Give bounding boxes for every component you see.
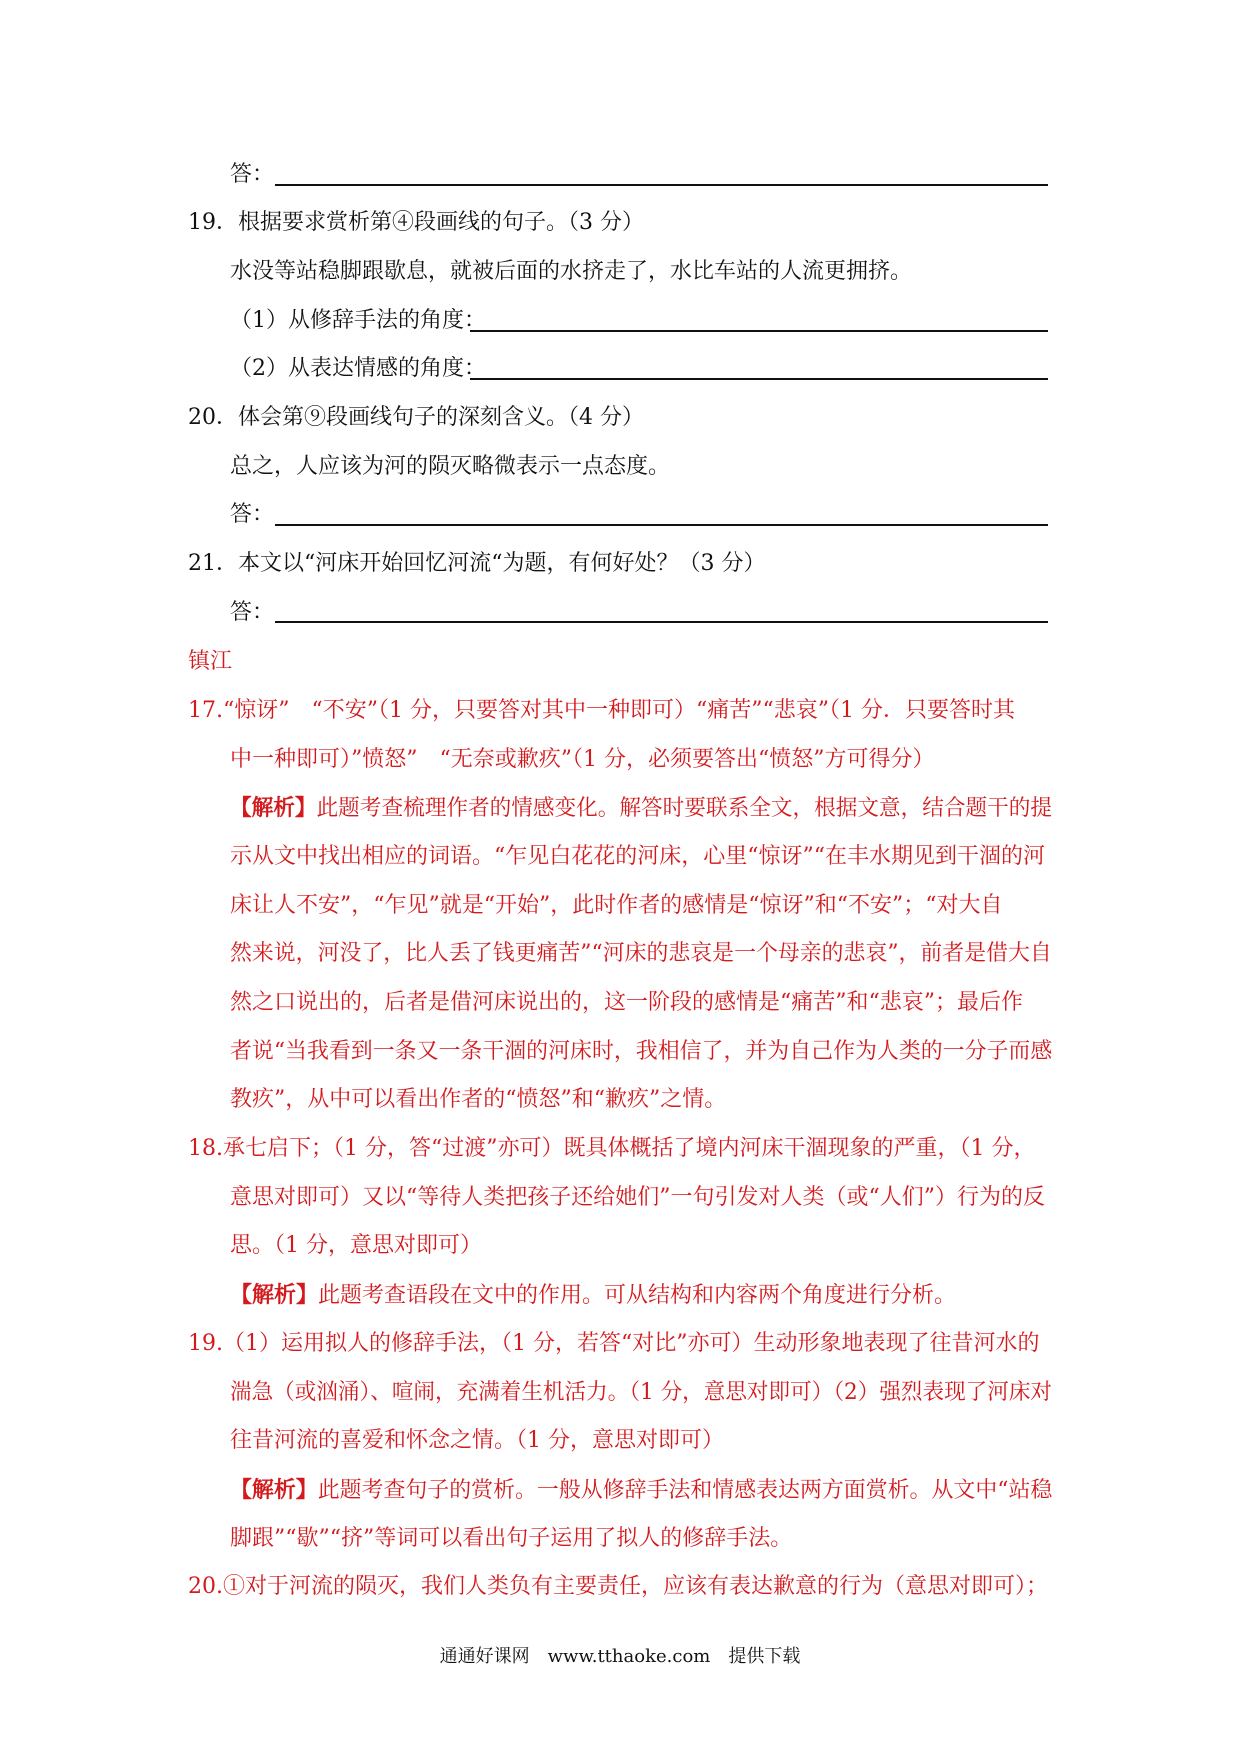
q20-answer-label: 答： (230, 502, 275, 527)
q19-sub2: （2）从表达情感的角度： (230, 356, 486, 381)
q20-title: 20．体会第⑨段画线句子的深刻含义。（4 分） (188, 405, 644, 430)
a18-jiexi-label: 【解析】 (230, 1282, 319, 1308)
q20-answer-line (275, 524, 1048, 526)
a17-jiexi-label: 【解析】 (230, 795, 317, 821)
a19-jiexi-line-1 (230, 1475, 1052, 1506)
a19-jiexi-label: 【解析】 (230, 1477, 318, 1503)
q19-sentence: 水没等站稳脚跟歇息，就被后面的水挤走了，水比车站的人流更拥挤。 (230, 259, 913, 284)
a19-line-2: 湍急（或汹涌）、喧闹，充满着生机活力。（1 分，意思对即可）（2）强烈表现了河床对 (230, 1380, 1052, 1405)
q19-sub2-line (470, 378, 1048, 380)
a18-jiexi-text: 此题考查语段在文中的作用。可从结构和内容两个角度进行分析。 (318, 1283, 957, 1308)
a19-jiexi-line-2: 脚跟”“歇”“挤”等词可以看出句子运用了拟人的修辞手法。 (230, 1526, 793, 1551)
a17-jiexi-line-4: 然来说，河没了，比人丢了钱更痛苦”“河床的悲哀是一个母亲的悲哀”，前者是借大自 (230, 941, 1052, 966)
q21-answer-line (275, 621, 1048, 623)
a17-jiexi-line-6: 者说“当我看到一条又一条干涸的河床时，我相信了，并为自己作为人类的一分子而感 (230, 1039, 1053, 1064)
a18-line-1: 18.承七启下；（1 分，答“过渡”亦可）既具体概括了境内河床干涸现象的严重，（1 分， (188, 1136, 1036, 1161)
a17-line-1: 17.“惊讶” “不安”（1 分，只要答对其中一种即可）“痛苦”“悲哀”（1 分．只要答时其 (188, 698, 1015, 723)
a17-jiexi-line-5: 然之口说出的，后者是借河床说出的，这一阶段的感情是“痛苦”和“悲哀”；最后作 (230, 990, 1023, 1015)
page-footer: 通通好课网 www.tthaoke.com 提供下载 (439, 1646, 801, 1667)
a20-line-1: 20.①对于河流的陨灭，我们人类负有主要责任，应该有表达歉意的行为（意思对即可）； (188, 1574, 1048, 1599)
q19-sub1-line (470, 330, 1048, 332)
a19-line-3: 往昔河流的喜爱和怀念之情。（1 分，意思对即可） (230, 1428, 724, 1453)
prev-answer-label: 答： (230, 162, 275, 187)
a17-jiexi-line-2: 示从文中找出相应的词语。“乍见白花花的河床，心里“惊讶”“在丰水期见到干涸的河 (230, 844, 1045, 869)
a17-jiexi-line-1 (230, 793, 1052, 824)
q19-sub1: （1）从修辞手法的角度： (230, 308, 486, 333)
a19-line-1: 19.（1）运用拟人的修辞手法，（1 分，若答“对比”亦可）生动形象地表现了往昔河水的 (188, 1331, 1040, 1356)
a17-jiexi-line-7: 教疚”，从中可以看出作者的“愤怒”和“歉疚”之情。 (230, 1087, 727, 1112)
q21-answer-label: 答： (230, 600, 275, 625)
a18-line-2: 意思对即可）又以“等待人类把孩子还给她们”一句引发对人类（或“人们”）行为的反 (230, 1185, 1045, 1210)
a18-jiexi (230, 1280, 956, 1311)
q19-title: 19．根据要求赏析第④段画线的句子。（3 分） (188, 210, 644, 235)
prev-answer-line (275, 184, 1048, 186)
q21-title: 21．本文以“河床开始回忆河流“为题，有何好处？（3 分） (188, 551, 766, 576)
answer-region: 镇江 (188, 649, 233, 674)
a17-jiexi-line-3: 床让人不安”，“乍见”就是“开始”，此时作者的感情是“惊讶”和“不安”；“对大自 (230, 893, 1003, 918)
a19-jiexi-text: 此题考查句子的赏析。一般从修辞手法和情感表达两方面赏析。从文中“站稳 (317, 1478, 1053, 1503)
a17-line-2: 中一种即可）”愤怒” “无奈或歉疚”（1 分，必须要答出“愤怒”方可得分） (230, 747, 935, 772)
a17-jiexi-text: 此题考查梳理作者的情感变化。解答时要联系全文，根据文意，结合题干的提 (316, 796, 1053, 821)
q20-sentence: 总之，人应该为河的陨灭略微表示一点态度。 (230, 454, 671, 479)
a18-line-3: 思。（1 分，意思对即可） (230, 1233, 482, 1258)
